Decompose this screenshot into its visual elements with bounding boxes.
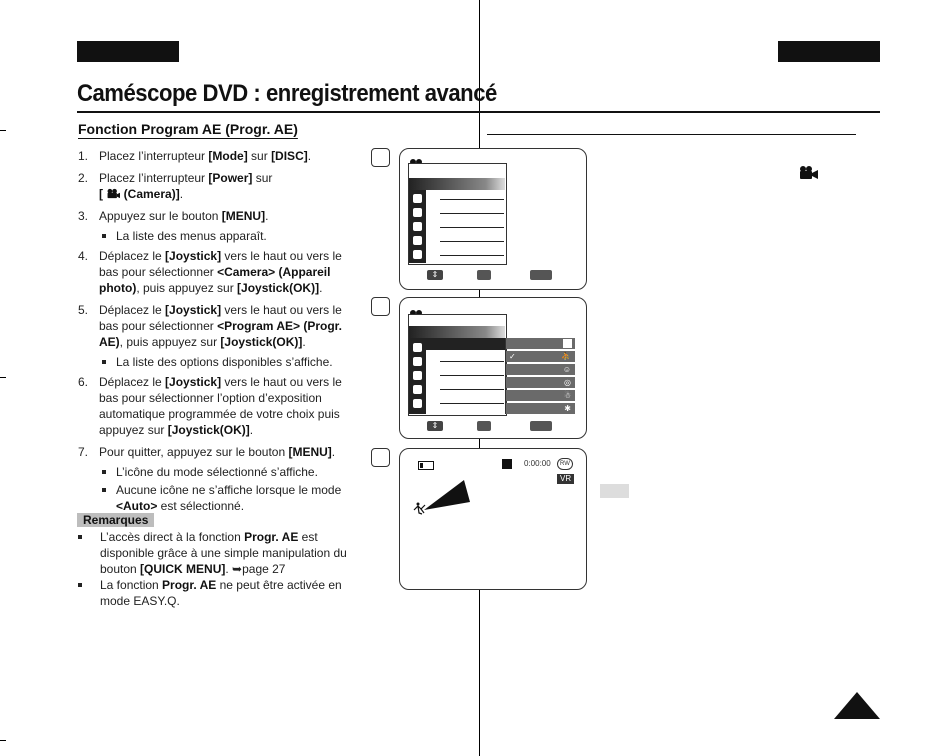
bullet-text: La liste des options disponibles s’affiche. bbox=[116, 355, 333, 369]
menu-screen-1 bbox=[399, 148, 587, 290]
menu-line bbox=[440, 255, 504, 256]
text-run: . bbox=[265, 209, 269, 223]
bold-text: [DISC] bbox=[271, 149, 308, 163]
step-item bbox=[78, 444, 363, 460]
bold-text: [QUICK MENU] bbox=[140, 562, 226, 576]
menu-line bbox=[440, 199, 504, 200]
sand-snow-icon: ☃ bbox=[563, 391, 571, 400]
option-sports bbox=[506, 351, 575, 362]
pointer-arrow-icon bbox=[424, 480, 470, 512]
menu-button-icon bbox=[530, 421, 552, 431]
text-run: . bbox=[302, 335, 306, 349]
crop-mark bbox=[0, 377, 6, 378]
check-icon: ✓ bbox=[509, 352, 516, 361]
menu-line bbox=[440, 403, 504, 404]
option-auto bbox=[506, 338, 575, 349]
text-run: Déplacez le bbox=[99, 303, 166, 317]
bold-text: Progr. AE bbox=[162, 578, 217, 592]
option-list bbox=[505, 338, 575, 414]
option-sand-snow bbox=[506, 390, 575, 401]
bold-text: [Joystick] bbox=[165, 249, 222, 263]
bold-text: <Camera> (Appareil photo) bbox=[99, 265, 331, 295]
step-item bbox=[78, 248, 363, 296]
text-run: sur bbox=[247, 149, 272, 163]
text-run: ne peut être activée en mode EASY.Q. bbox=[100, 578, 342, 608]
text-run: L’icône du mode sélectionné s’affiche. bbox=[116, 465, 318, 479]
menu-header bbox=[409, 326, 505, 338]
step-number: 5. bbox=[78, 303, 89, 317]
right-column-rule bbox=[487, 134, 856, 135]
title-rule bbox=[77, 111, 880, 113]
step-bullet bbox=[78, 482, 363, 514]
text-run: , puis appuyez sur bbox=[136, 281, 238, 295]
notes-list bbox=[78, 529, 363, 609]
blank-label-badge bbox=[600, 484, 629, 498]
text-run: La fonction bbox=[100, 578, 163, 592]
option-hss bbox=[506, 403, 575, 414]
text-run: Aucune icône ne s’affiche lorsque le mode bbox=[116, 483, 342, 497]
step-bullet bbox=[78, 354, 363, 370]
crop-mark bbox=[0, 130, 6, 131]
text-run: . bbox=[179, 187, 184, 201]
sports-icon: ⛹ bbox=[561, 352, 571, 361]
menu-button-icon bbox=[530, 270, 552, 280]
header-bar-right bbox=[778, 41, 880, 62]
step-item bbox=[78, 302, 363, 350]
text-run: vers le haut ou vers le bas pour sélectionner l’option d’exposition automatique programmée de votre choix puis appuyez sur bbox=[99, 375, 342, 437]
menu-line bbox=[440, 389, 504, 390]
menu-header bbox=[409, 178, 505, 190]
viewfinder-screen bbox=[399, 448, 587, 590]
bold-text: [Joystick(OK)] bbox=[220, 335, 303, 349]
step-number-box bbox=[371, 297, 390, 316]
bold-text: [ bbox=[99, 187, 107, 201]
bold-text: (Camera)] bbox=[120, 187, 180, 201]
high-speed-shutter-icon: ✱ bbox=[564, 404, 571, 413]
section-title: Fonction Program AE (Progr. AE) bbox=[78, 121, 298, 137]
crop-mark bbox=[0, 740, 6, 741]
step-number-box bbox=[371, 148, 390, 167]
notes-label: Remarques bbox=[77, 513, 154, 527]
text-run: . bbox=[249, 423, 254, 437]
step-number: 4. bbox=[78, 249, 89, 263]
text-run: Pour quitter, appuyez sur le bouton bbox=[99, 445, 289, 459]
camera-icon bbox=[798, 165, 818, 184]
text-run: . bbox=[331, 445, 336, 459]
option-spotlight bbox=[506, 377, 575, 388]
step-number-box bbox=[371, 448, 390, 467]
text-run: Placez l’interrupteur bbox=[99, 171, 209, 185]
option-portrait bbox=[506, 364, 575, 375]
step-bullet bbox=[78, 228, 363, 244]
ok-button-icon bbox=[477, 270, 491, 280]
step-number: 1. bbox=[78, 149, 89, 163]
step-bullet bbox=[78, 464, 363, 480]
page-title: Caméscope DVD : enregistrement avancé bbox=[77, 80, 497, 107]
bold-text: <Program AE> (Progr. AE) bbox=[99, 319, 343, 349]
menu-side-icons bbox=[409, 190, 426, 263]
time-counter: 0:00:00 bbox=[524, 459, 551, 468]
step-list bbox=[78, 148, 363, 518]
portrait-icon: ☺ bbox=[562, 365, 571, 374]
step-item bbox=[78, 148, 363, 164]
format-badge: VR bbox=[557, 474, 574, 484]
text-run: Placez l’interrupteur bbox=[99, 149, 209, 163]
step-number: 2. bbox=[78, 171, 89, 185]
bold-text: [Joystick(OK)] bbox=[167, 423, 250, 437]
text-run: vers le haut ou vers le bas pour sélectionner bbox=[99, 249, 342, 279]
menu-side-icons bbox=[409, 338, 426, 414]
text-run: . bbox=[307, 149, 312, 163]
bold-text: [Mode] bbox=[208, 149, 248, 163]
text-run: Appuyez sur le bouton bbox=[99, 209, 222, 223]
header-bar-left bbox=[77, 41, 179, 62]
step-number: 3. bbox=[78, 209, 89, 223]
bold-text: [Joystick] bbox=[165, 303, 222, 317]
next-page-arrow-icon[interactable] bbox=[834, 692, 880, 719]
text-run: Déplacez le bbox=[99, 375, 166, 389]
bold-text: [Power] bbox=[208, 171, 253, 185]
battery-icon bbox=[418, 461, 434, 470]
text-run: vers le haut ou vers le bas pour sélectionner bbox=[99, 303, 342, 333]
bold-text: [MENU] bbox=[221, 209, 266, 223]
ok-button-icon bbox=[477, 421, 491, 431]
joystick-move-icon: ⇕ bbox=[427, 270, 443, 280]
note-item bbox=[78, 529, 363, 577]
step-number: 7. bbox=[78, 445, 89, 459]
bold-text: [MENU] bbox=[288, 445, 332, 459]
text-run: sur bbox=[252, 171, 273, 185]
menu-line bbox=[440, 241, 504, 242]
text-run: , puis appuyez sur bbox=[119, 335, 221, 349]
disc-status-icon bbox=[502, 459, 512, 469]
step-number: 6. bbox=[78, 375, 89, 389]
menu-line bbox=[440, 227, 504, 228]
step-item bbox=[78, 374, 363, 438]
bullet-text: La liste des menus apparaît. bbox=[116, 229, 267, 243]
menu-line bbox=[440, 213, 504, 214]
bold-text: [Joystick(OK)] bbox=[237, 281, 320, 295]
text-run: L’accès direct à la fonction bbox=[100, 530, 245, 544]
joystick-move-icon: ⇕ bbox=[427, 421, 443, 431]
text-run: est sélectionné. bbox=[157, 499, 245, 513]
bold-text: [Joystick] bbox=[165, 375, 222, 389]
text-run: . bbox=[225, 562, 233, 576]
text-run: ➥page 27 bbox=[232, 562, 286, 576]
disc-type-badge: RW bbox=[557, 458, 573, 470]
menu-highlight bbox=[426, 338, 505, 350]
step-item bbox=[78, 170, 363, 202]
step-item bbox=[78, 208, 363, 224]
menu-line bbox=[440, 361, 504, 362]
camera-icon bbox=[106, 188, 120, 199]
bold-text: Progr. AE bbox=[244, 530, 299, 544]
note-item bbox=[78, 577, 363, 609]
bold-text: <Auto> bbox=[116, 499, 158, 513]
text-run: est disponible grâce à une simple manipulation du bouton bbox=[100, 530, 347, 576]
text-run: . bbox=[319, 281, 323, 295]
menu-line bbox=[440, 375, 504, 376]
menu-screen-2 bbox=[399, 297, 587, 439]
spotlight-icon: ◎ bbox=[564, 378, 571, 387]
text-run: Déplacez le bbox=[99, 249, 166, 263]
